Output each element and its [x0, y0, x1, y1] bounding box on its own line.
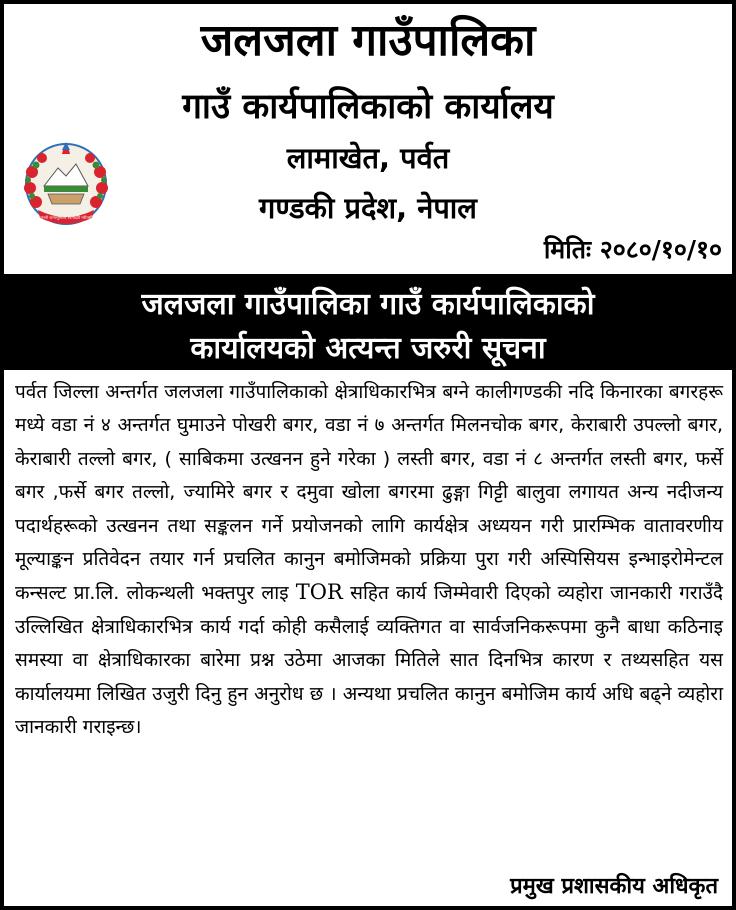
tor-abbreviation: TOR [295, 580, 343, 605]
banner-title-line-2: कार्यालयको अत्यन्त जरुरी सूचना [190, 331, 546, 366]
nepal-government-emblem-icon [18, 138, 114, 230]
notice-banner [4, 274, 732, 370]
notice-page [4, 4, 732, 906]
notice-body [15, 376, 723, 744]
notice-header [4, 4, 732, 272]
signatory-title: प्रमुख प्रशासकीय अधिकृत [510, 874, 718, 899]
municipality-name: जलजला गाउँपालिका [200, 15, 536, 66]
province-country: गण्डकी प्रदेश, नेपाल [259, 191, 477, 225]
banner-title-line-1: जलजला गाउँपालिका गाउँ कार्यपालिकाको [141, 287, 595, 322]
notice-body-part-1: पर्वत जिल्ला अन्तर्गत जलजला गाउँपालिकाको क्षेत्राधिकारभित्र बग्ने कालीगण्डकी नदि किनारका बगरहरू मध्ये वडा नं ४ अन्तर्गत घुमाउने पोखरी बगर, वडा नं ७ अन्तर्गत मिलनचोक बगर, केराबारी उपल्लो बगर, केराबारी तल्लो बगर, ( साबिकमा उत्खनन हुने गरेका ) लस्ती बगर, वडा नं ८ अन्तर्गत लस्ती बगर, फर्से बगर ,फर्से बगर तल्लो, ज्यामिरे बगर र दमुवा खोला बगरमा ढुङ्गा गिट्टी बालुवा लगायत अन्य नदीजन्य पदार्थहरूको उत्खनन तथा सङ्कलन गर्ने प्रयोजनको लागि कार्यक्षेत्र अध्ययन गरी प्रारम्भिक वातावरणीय मूल्याङ्कन प्रतिवेदन तयार गर्न प्रचलित कानुन बमोजिमको प्रक्रिया पुरा गरी अस्पिसियस इन्भाइरोमेन्टल कन्सल्ट प्रा.लि. लोकन्थली भक्तपुर लाइ [15, 381, 723, 605]
notice-body-part-2: सहित कार्य जिम्मेवारी दिएको व्यहोरा जानकारी गराउँदै उल्लिखित क्षेत्राधिकारभित्र कार्य गर्दा कोही कसैलाई व्यक्तिगत वा सार्वजनिकरूपमा कुनै बाधा कठिनाइ समस्या वा क्षेत्राधिकारका बारेमा प्रश्न उठेमा आजका मितिले सात दिनभित्र कारण र तथ्यसहित यस कार्यालयमा लिखित उजुरी दिनु हुन अनुरोध छ । अन्यथा प्रचलित कानुन बमोजिम कार्य अधि बढ्ने व्यहोरा जानकारी गराइन्छ। [15, 582, 724, 739]
emblem-motto: जननी जन्मभूमिश्च स्वर्गादपि गरीयसी [39, 215, 93, 220]
office-location: लामाखेत, पर्वत [286, 141, 450, 175]
office-name: गाउँ कार्यपालिकाको कार्यालय [182, 87, 554, 127]
notice-date: मितिः २०८०/१०/१० [543, 235, 722, 264]
